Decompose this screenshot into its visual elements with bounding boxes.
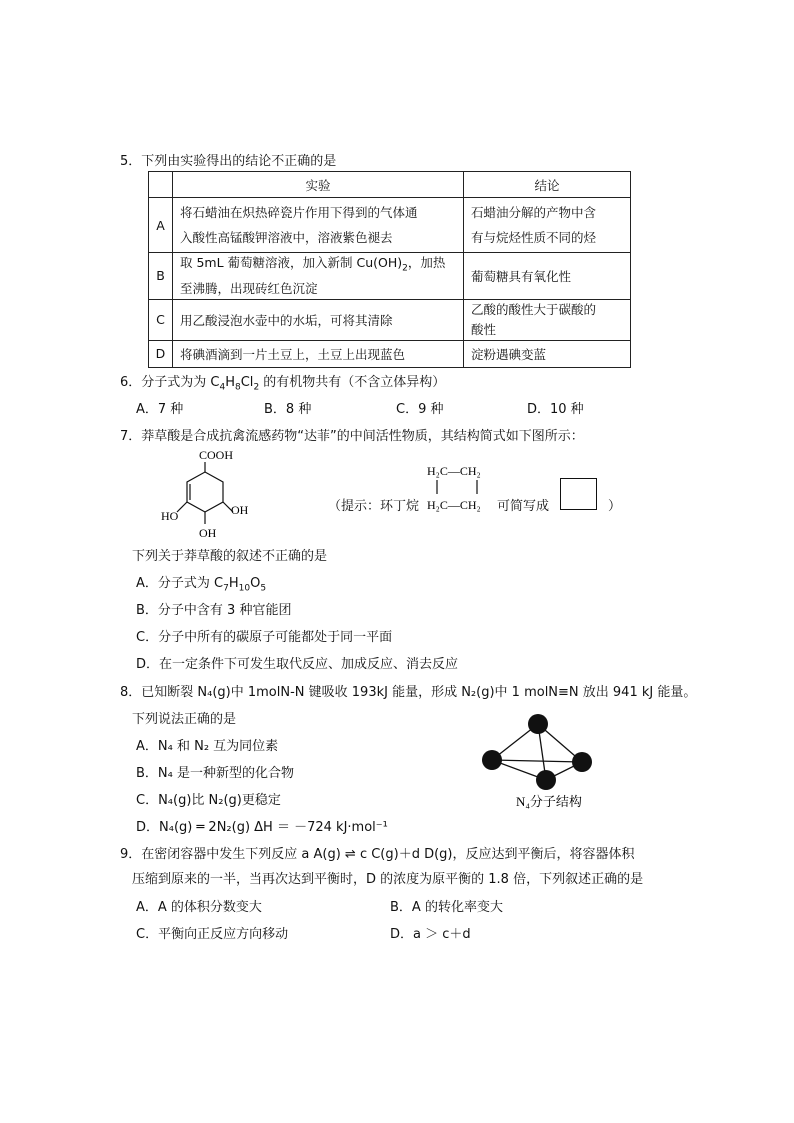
cooh-label: COOH bbox=[199, 448, 234, 462]
q7-hint-pre: （提示：环丁烷 bbox=[328, 499, 420, 514]
row-d-exp: 将碘酒滴到一片土豆上，土豆上出现蓝色 bbox=[173, 340, 464, 367]
row-a-exp-line1: 将石蜡油在炽热碎瓷片作用下得到的气体通 bbox=[180, 205, 418, 220]
cyclobutane-top: H₂C—CH₂ bbox=[427, 464, 481, 478]
row-d-con: 淀粉遇碘变蓝 bbox=[464, 340, 631, 367]
q9-stem: 9．在密闭容器中发生下列反应 a A(g) ⇌ c C(g)＋d D(g)，反应达到平衡后，将容器体积 bbox=[120, 847, 635, 862]
table-row-b: B 取 5mL 葡萄糖溶液，加入新制 $Cu(OH)_2$，加热 至沸腾，出现砖红色沉淀 葡萄糖具有氧化性 bbox=[149, 253, 631, 300]
q9-option-b: B．A 的转化率变大 bbox=[390, 900, 503, 915]
q7-hint-end: ） bbox=[608, 499, 622, 514]
header-conclusion: 结论 bbox=[464, 172, 631, 198]
q9-option-a: A．A 的体积分数变大 bbox=[136, 900, 262, 915]
header-experiment: 实验 bbox=[173, 172, 464, 198]
n4-structure-diagram bbox=[476, 710, 606, 810]
q8-option-a: A．N₄ 和 N₂ 互为同位素 bbox=[136, 739, 279, 754]
row-c-exp: 用乙酸浸泡水壶中的水垢，可将其清除 bbox=[173, 299, 464, 340]
q8-option-b: B．N₄ 是一种新型的化合物 bbox=[136, 766, 294, 781]
q9-option-c: C．平衡向正反应方向移动 bbox=[136, 927, 289, 942]
q8-question: 下列说法正确的是 bbox=[132, 712, 237, 727]
n-atom-front bbox=[536, 770, 556, 790]
q9-option-d: D．a ＞ c＋d bbox=[390, 927, 471, 942]
row-b-con: 葡萄糖具有氧化性 bbox=[464, 253, 631, 300]
cyclobutane-square bbox=[560, 478, 597, 510]
experiment-table bbox=[148, 171, 631, 368]
q7-option-a: A．分子式为 $C_7H_{10}O_5$ bbox=[136, 576, 267, 594]
n-atom-right bbox=[572, 752, 592, 772]
ho-label: HO bbox=[161, 509, 179, 523]
row-b-exp-line2: 至沸腾，出现砖红色沉淀 bbox=[180, 280, 318, 296]
n-atom-left bbox=[482, 750, 502, 770]
cyclobutane-structure bbox=[425, 458, 495, 518]
oh-right-label: OH bbox=[231, 503, 249, 517]
shikimic-acid-structure bbox=[155, 444, 265, 540]
q8-option-d: D．N₄(g) ═ 2N₂(g) ΔH ＝ －724 kJ·mol⁻¹ bbox=[136, 820, 388, 835]
q8-option-c: C．N₄(g)比 N₂(g)更稳定 bbox=[136, 793, 281, 808]
q6-option-a: A．7 种 bbox=[136, 402, 184, 417]
q9-stem-line2: 压缩到原来的一半，当再次达到平衡时，D 的浓度为原平衡的 1.8 倍，下列叙述正确的是 bbox=[132, 872, 644, 887]
row-letter: B bbox=[149, 253, 173, 300]
row-letter: D bbox=[149, 340, 173, 367]
q6-option-d: D．10 种 bbox=[527, 402, 584, 417]
q7-option-c: C．分子中所有的碳原子可能都处于同一平面 bbox=[136, 630, 393, 645]
table-row-c bbox=[149, 299, 631, 340]
q7-option-b: B．分子中含有 3 种官能团 bbox=[136, 603, 292, 618]
cyclobutane-bottom: H₂C—CH₂ bbox=[427, 498, 481, 512]
n4-caption: N₄分子结构 bbox=[516, 794, 582, 809]
row-letter: A bbox=[149, 198, 173, 253]
q7-option-d: D．在一定条件下可发生取代反应、加成反应、消去反应 bbox=[136, 657, 459, 672]
n-atom-top bbox=[528, 714, 548, 734]
q8-stem: 8．已知断裂 N₄(g)中 1molN-N 键吸收 193kJ 能量，形成 N₂(g)中 1 molN≡N 放出 941 kJ 能量。 bbox=[120, 685, 697, 700]
row-c-con-line2: 酸性 bbox=[471, 321, 497, 337]
q6-option-b: B．8 种 bbox=[264, 402, 312, 417]
row-a-con-line2: 有与烷烃性质不同的烃 bbox=[471, 230, 597, 245]
oh-bottom-label: OH bbox=[199, 526, 217, 540]
q6-option-c: C．9 种 bbox=[396, 402, 444, 417]
table-row-a bbox=[149, 198, 631, 253]
q6-stem: 6．分子式为为 $C_4H_8Cl_2$ 的有机物共有（不含立体异构） bbox=[120, 375, 446, 393]
q7-stem: 7．莽草酸是合成抗禽流感药物“达菲”的中间活性物质，其结构简式如下图所示： bbox=[120, 429, 584, 444]
row-a-exp-line2: 入酸性高锰酸钾溶液中，溶液紫色褪去 bbox=[180, 230, 393, 245]
q7-question: 下列关于莽草酸的叙述不正确的是 bbox=[132, 549, 328, 564]
row-letter: C bbox=[149, 299, 173, 340]
row-c-con-line1: 乙酸的酸性大于碳酸的 bbox=[471, 301, 597, 317]
q7-hint-post: 可简写成 bbox=[497, 499, 550, 514]
table-header-row bbox=[149, 172, 631, 198]
row-b-exp-line1: 取 5mL 葡萄糖溶液，加入新制 Cu(OH) bbox=[180, 255, 403, 270]
header-blank bbox=[149, 172, 173, 198]
table-row-d bbox=[149, 340, 631, 367]
q5-stem: 5．下列由实验得出的结论不正确的是 bbox=[120, 154, 337, 169]
row-a-con-line1: 石蜡油分解的产物中含 bbox=[471, 205, 597, 220]
